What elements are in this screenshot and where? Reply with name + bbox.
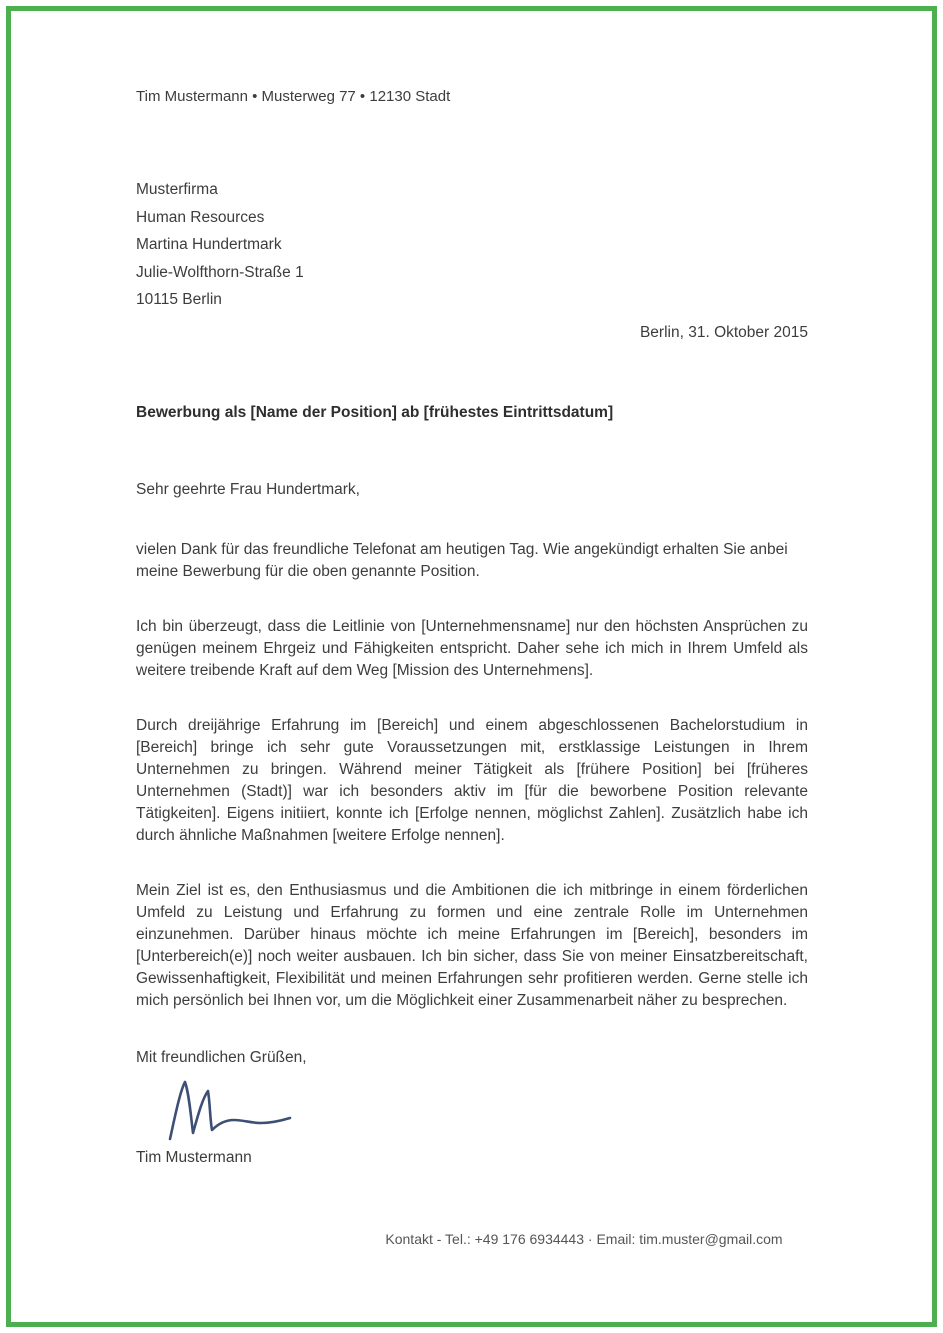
salutation: Sehr geehrte Frau Hundertmark, bbox=[136, 480, 360, 498]
closing-line: Mit freundlichen Grüßen, bbox=[136, 1048, 307, 1066]
recipient-line-city: 10115 Berlin bbox=[136, 291, 222, 308]
recipient-line-department: Human Resources bbox=[136, 208, 265, 226]
handwritten-signature-icon bbox=[136, 1077, 808, 1145]
date-line: Berlin, 31. Oktober 2015 bbox=[639, 323, 808, 341]
sender-line: Tim Mustermann • Musterweg 77 • 12130 Stadt bbox=[136, 88, 451, 105]
footer-contact-line: Kontakt - Tel.: +49 176 6934443 · Email: tim.muster@gmail.com bbox=[385, 1231, 783, 1247]
subject-line: Bewerbung als [Name der Position] ab [frühestes Eintrittsdatum] bbox=[136, 403, 614, 421]
body-paragraph-1: vielen Dank für das freundliche Telefonat am heutigen Tag. Wie angekündigt erhalten Sie anbei meine Bewerbung für die oben genannte Position. bbox=[136, 540, 788, 580]
body-paragraph-4: Mein Ziel ist es, den Enthusiasmus und die Ambitionen die ich mitbringe in einem förderlichen Umfeld zu Leistung und Erfahrung zu formen und eine zentrale Rolle im Unternehmen einzunehmen. Darüber hinaus möchte ich meine Erfahrungen im [Bereich], besonders im [Unterbereich(e)] noch weiter ausbauen. Ich bin sicher, dass Sie von meiner Einsatzbereitschaft, Gewissenhaftigkeit, Flexibilität und meinen Erfahrungen sehr profitieren werden. Gerne stelle ich mich persönlich bei Ihnen vor, um die Möglichkeit einer Zusammenarbeit näher zu besprechen. bbox=[136, 881, 808, 1009]
signature-name: Tim Mustermann bbox=[136, 1148, 252, 1166]
recipient-block bbox=[136, 176, 808, 314]
body-paragraph-3: Durch dreijährige Erfahrung im [Bereich] und einem abgeschlossenen Bachelorstudium in [Bereich] bringe ich sehr gute Voraussetzungen mit, erstklassige Leistungen in Ihrem Unternehmen zu bringen. Während meiner Tätigkeit als [frühere Position] bei [früheres Unternehmen (Stadt)] war ich besonders aktiv im [für die beworbene Position relevante Tätigkeiten]. Eigens initiiert, konnte ich [Erfolge nennen, möglichst Zahlen]. Zusätzlich habe ich durch ähnliche Maßnahmen [weitere Erfolge nennen]. bbox=[136, 716, 808, 844]
body-paragraph-2: Ich bin überzeugt, dass die Leitlinie von [Unternehmensname] nur den höchsten Ansprüchen zu genügen meinem Ehrgeiz und Fähigkeiten entspricht. Daher sehe ich mich in Ihrem Umfeld als weitere treibende Kraft auf dem Weg [Mission des Unternehmens]. bbox=[136, 617, 808, 679]
recipient-line-contact-person: Martina Hundertmark bbox=[136, 236, 282, 253]
recipient-line-company: Musterfirma bbox=[136, 181, 218, 198]
recipient-line-street: Julie-Wolfthorn-Straße 1 bbox=[136, 263, 304, 281]
